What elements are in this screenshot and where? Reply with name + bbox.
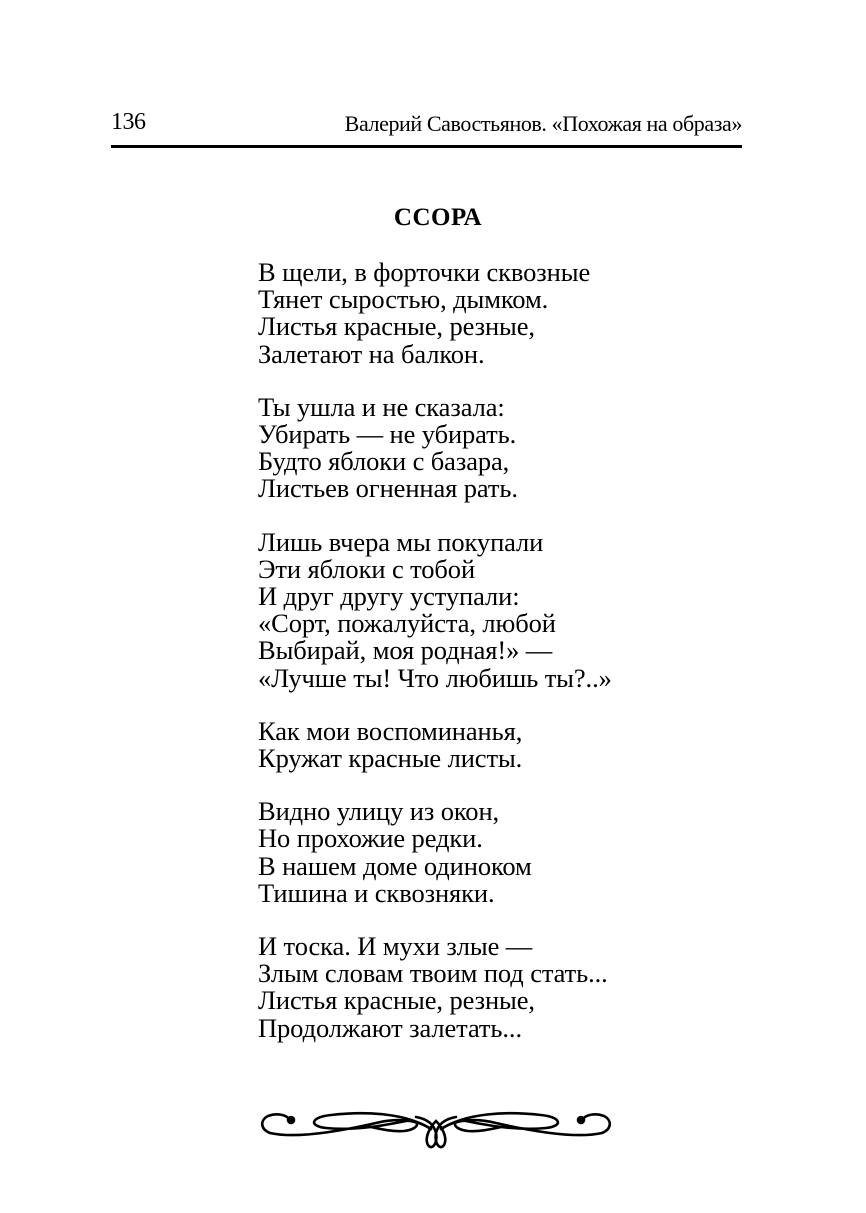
poem-line: Будто яблоки с базара, — [258, 446, 510, 477]
poem-line: Эти яблоки с тобой — [258, 553, 476, 584]
poem-line: Листьев огненная рать. — [258, 473, 518, 504]
stanza — [258, 391, 612, 504]
poem-line: Как мои воспоминанья, — [258, 715, 523, 746]
poem-body — [258, 259, 612, 1068]
poem-line: Но прохожие редки. — [258, 823, 483, 854]
poem-line: Убирать — не убирать. — [258, 419, 517, 450]
page-number: 136 — [111, 109, 146, 135]
stanza — [258, 715, 612, 774]
poem-line: Ты ушла и не сказала: — [258, 391, 505, 422]
poem-line: Выбирай, моя родная!» — — [258, 635, 553, 666]
stanza — [258, 798, 612, 907]
page-header — [111, 108, 742, 140]
poem-line: Видно улицу из окон, — [258, 796, 500, 827]
poem-line: Продолжают залетать... — [258, 1012, 522, 1043]
poem-line: Кружат красные листы. — [258, 743, 523, 774]
poem-line: Листья красные, резные, — [258, 985, 535, 1016]
header-rule — [111, 145, 742, 148]
stanza — [258, 933, 612, 1042]
poem-line: Листья красные, резные, — [258, 311, 535, 342]
poem-line: Тишина и сквозняки. — [258, 877, 495, 908]
stanza — [258, 526, 612, 693]
poem-line: В щели, в форточки сквозные — [258, 257, 591, 287]
poem-line: Залетают на балкон. — [258, 338, 485, 369]
poem-line: Лишь вчера мы покупали — [258, 526, 544, 557]
stanza — [258, 259, 612, 368]
poem-line: Злым словам твоим под стать... — [258, 958, 608, 989]
poem-line: В нашем доме одиноком — [258, 850, 532, 881]
running-title: Валерий Савостьянов. «Похожая на образа» — [344, 111, 742, 136]
poem-line: И тоска. И мухи злые — — [258, 931, 533, 962]
poem-line: И друг другу уступали: — [258, 581, 520, 612]
poem-title: ССОРА — [393, 204, 483, 231]
flourish-divider-icon — [256, 1093, 616, 1153]
poem-line: «Лучше ты! Что любишь ты?..» — [258, 662, 612, 693]
poem-line: «Сорт, пожалуйста, любой — [258, 608, 556, 639]
poem-line: Тянет сыростью, дымком. — [258, 284, 549, 315]
